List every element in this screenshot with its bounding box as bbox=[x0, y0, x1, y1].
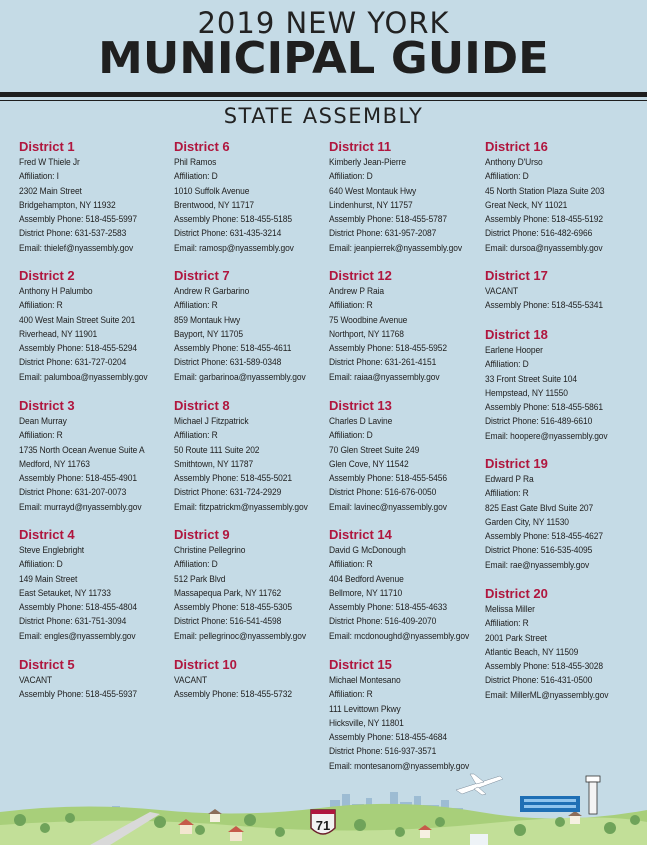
district-phone: District Phone: 516-535-4095 bbox=[485, 545, 593, 556]
member-email: Email: raiaa@nyassembly.gov bbox=[329, 371, 440, 382]
district-entry bbox=[19, 657, 179, 702]
district-phone: District Phone: 516-482-6966 bbox=[485, 228, 593, 239]
member-affiliation: Affiliation: R bbox=[174, 300, 218, 311]
member-name: Andrew P Raia bbox=[329, 286, 384, 296]
district-entry bbox=[329, 657, 489, 773]
member-email: Email: dursoa@nyassembly.gov bbox=[485, 242, 603, 253]
member-detail: East Setauket, NY 11733 bbox=[19, 587, 111, 598]
member-detail: Riverhead, NY 11901 bbox=[19, 328, 98, 339]
district-heading: District 7 bbox=[174, 268, 230, 283]
member-email: Email: MillerML@nyassembly.gov bbox=[485, 689, 609, 700]
assembly-phone: Assembly Phone: 518-455-5021 bbox=[174, 473, 292, 484]
district-entry bbox=[174, 527, 334, 643]
district-phone: District Phone: 631-261-4151 bbox=[329, 357, 437, 368]
member-email: Email: mcdonoughd@nyassembly.gov bbox=[329, 630, 470, 641]
member-detail: Hempstead, NY 11550 bbox=[485, 387, 568, 398]
member-name: Andrew R Garbarino bbox=[174, 286, 250, 296]
district-heading: District 10 bbox=[174, 657, 237, 672]
main-title: MUNICIPAL GUIDE bbox=[98, 33, 549, 84]
assembly-phone: Assembly Phone: 518-455-4901 bbox=[19, 473, 137, 484]
member-detail: 859 Montauk Hwy bbox=[174, 314, 241, 325]
member-detail: 111 Levittown Pkwy bbox=[329, 703, 401, 714]
member-detail: 825 East Gate Blvd Suite 207 bbox=[485, 502, 594, 513]
member-email: Email: rae@nyassembly.gov bbox=[485, 559, 590, 570]
district-heading: District 19 bbox=[485, 456, 548, 471]
member-affiliation: Affiliation: D bbox=[174, 559, 218, 570]
district-entry bbox=[485, 139, 645, 255]
member-affiliation: Affiliation: R bbox=[19, 430, 63, 441]
assembly-phone: Assembly Phone: 518-455-4684 bbox=[329, 732, 447, 743]
member-name: Christine Pellegrino bbox=[174, 545, 246, 555]
member-detail: 1010 Suffolk Avenue bbox=[174, 185, 250, 196]
member-detail: Massapequa Park, NY 11762 bbox=[174, 587, 282, 598]
assembly-phone: Assembly Phone: 518-455-5787 bbox=[329, 214, 447, 225]
member-email: Email: palumboa@nyassembly.gov bbox=[19, 371, 148, 382]
member-email: Email: engles@nyassembly.gov bbox=[19, 630, 136, 641]
member-detail: Hicksville, NY 11801 bbox=[329, 717, 404, 728]
district-heading: District 13 bbox=[329, 398, 392, 413]
member-name: Michael J Fitzpatrick bbox=[174, 416, 249, 426]
section-title: STATE ASSEMBLY bbox=[223, 104, 424, 128]
member-detail: Bridgehampton, NY 11932 bbox=[19, 199, 116, 210]
member-affiliation: Affiliation: D bbox=[485, 171, 529, 182]
district-phone: District Phone: 631-435-3214 bbox=[174, 228, 282, 239]
district-heading: District 9 bbox=[174, 527, 230, 542]
member-detail: 45 North Station Plaza Suite 203 bbox=[485, 185, 605, 196]
assembly-phone: Assembly Phone: 518-455-5997 bbox=[19, 214, 137, 225]
member-affiliation: Affiliation: R bbox=[485, 618, 529, 629]
member-affiliation: Affiliation: D bbox=[485, 359, 529, 370]
member-detail: 70 Glen Street Suite 249 bbox=[329, 444, 420, 455]
assembly-phone: Assembly Phone: 518-455-5937 bbox=[19, 689, 137, 700]
district-entry bbox=[485, 268, 645, 313]
member-name: VACANT bbox=[174, 675, 208, 685]
member-name: Phil Ramos bbox=[174, 157, 217, 167]
district-entry bbox=[174, 657, 334, 702]
member-affiliation: Affiliation: R bbox=[329, 300, 373, 311]
district-heading: District 18 bbox=[485, 327, 548, 342]
member-email: Email: hoopere@nyassembly.gov bbox=[485, 430, 608, 441]
member-affiliation: Affiliation: R bbox=[19, 300, 63, 311]
member-name: VACANT bbox=[485, 286, 519, 296]
assembly-phone: Assembly Phone: 518-455-4611 bbox=[174, 343, 292, 354]
assembly-phone: Assembly Phone: 518-455-5732 bbox=[174, 689, 292, 700]
district-phone: District Phone: 516-431-0500 bbox=[485, 675, 593, 686]
member-affiliation: Affiliation: R bbox=[485, 488, 529, 499]
district-entry bbox=[174, 268, 334, 384]
member-email: Email: murrayd@nyassembly.gov bbox=[19, 501, 142, 512]
member-affiliation: Affiliation: D bbox=[174, 171, 218, 182]
district-heading: District 6 bbox=[174, 139, 230, 154]
member-name: Kimberly Jean-Pierre bbox=[329, 157, 406, 167]
member-detail: Brentwood, NY 11717 bbox=[174, 199, 255, 210]
district-entry bbox=[19, 527, 179, 643]
member-detail: 404 Bedford Avenue bbox=[329, 573, 404, 584]
member-detail: Medford, NY 11763 bbox=[19, 458, 90, 469]
member-detail: 33 Front Street Suite 104 bbox=[485, 373, 577, 384]
member-email: Email: thielef@nyassembly.gov bbox=[19, 242, 134, 253]
district-heading: District 3 bbox=[19, 398, 75, 413]
member-name: Fred W Thiele Jr bbox=[19, 157, 80, 167]
member-detail: Great Neck, NY 11021 bbox=[485, 199, 568, 210]
district-phone: District Phone: 516-409-2070 bbox=[329, 616, 437, 627]
assembly-phone: Assembly Phone: 518-455-5456 bbox=[329, 473, 447, 484]
member-name: Charles D Lavine bbox=[329, 416, 393, 426]
assembly-phone: Assembly Phone: 518-455-5185 bbox=[174, 214, 292, 225]
district-phone: District Phone: 631-724-2929 bbox=[174, 487, 282, 498]
district-entry bbox=[485, 327, 645, 443]
assembly-phone: Assembly Phone: 518-455-5952 bbox=[329, 343, 447, 354]
member-email: Email: ramosp@nyassembly.gov bbox=[174, 242, 294, 253]
district-phone: District Phone: 631-751-3094 bbox=[19, 616, 127, 627]
assembly-phone: Assembly Phone: 518-455-5861 bbox=[485, 402, 603, 413]
district-heading: District 8 bbox=[174, 398, 230, 413]
district-phone: District Phone: 631-207-0073 bbox=[19, 487, 127, 498]
member-name: Steve Englebright bbox=[19, 545, 85, 555]
member-name: Dean Murray bbox=[19, 416, 67, 426]
district-phone: District Phone: 516-937-3571 bbox=[329, 746, 437, 757]
assembly-phone: Assembly Phone: 518-455-5192 bbox=[485, 214, 603, 225]
district-phone: District Phone: 631-589-0348 bbox=[174, 357, 282, 368]
member-detail: 149 Main Street bbox=[19, 573, 78, 584]
district-entry bbox=[19, 268, 179, 384]
member-email: Email: lavinec@nyassembly.gov bbox=[329, 501, 447, 512]
member-email: Email: jeanpierrek@nyassembly.gov bbox=[329, 242, 462, 253]
airport-terminal bbox=[520, 796, 580, 812]
district-entry bbox=[19, 139, 179, 255]
member-affiliation: Affiliation: D bbox=[19, 559, 63, 570]
member-email: Email: montesanom@nyassembly.gov bbox=[329, 760, 470, 771]
member-name: Michael Montesano bbox=[329, 675, 401, 685]
member-name: David G McDonough bbox=[329, 545, 406, 555]
district-entry bbox=[329, 398, 489, 514]
district-entry bbox=[329, 527, 489, 643]
district-heading: District 1 bbox=[19, 139, 75, 154]
airplane bbox=[456, 774, 503, 795]
district-phone: District Phone: 631-727-0204 bbox=[19, 357, 127, 368]
member-detail: 2001 Park Street bbox=[485, 632, 547, 643]
route-shield bbox=[311, 810, 335, 834]
route-shield-number: 71 bbox=[315, 818, 331, 833]
town-illustration bbox=[0, 770, 647, 845]
member-detail: Smithtown, NY 11787 bbox=[174, 458, 254, 469]
district-heading: District 14 bbox=[329, 527, 392, 542]
member-detail: 640 West Montauk Hwy bbox=[329, 185, 417, 196]
member-affiliation: Affiliation: D bbox=[329, 171, 373, 182]
district-heading: District 16 bbox=[485, 139, 548, 154]
member-detail: Garden City, NY 11530 bbox=[485, 516, 569, 527]
district-phone: District Phone: 516-489-6610 bbox=[485, 416, 593, 427]
assembly-phone: Assembly Phone: 518-455-5341 bbox=[485, 300, 603, 311]
control-tower bbox=[586, 776, 600, 814]
member-detail: 2302 Main Street bbox=[19, 185, 82, 196]
district-heading: District 4 bbox=[19, 527, 75, 542]
header-rule-thin bbox=[0, 100, 647, 101]
member-detail: 512 Park Blvd bbox=[174, 573, 226, 584]
member-email: Email: garbarinoa@nyassembly.gov bbox=[174, 371, 306, 382]
member-affiliation: Affiliation: R bbox=[329, 559, 373, 570]
member-affiliation: Affiliation: R bbox=[329, 689, 373, 700]
district-heading: District 12 bbox=[329, 268, 392, 283]
district-entry bbox=[174, 398, 334, 514]
member-affiliation: Affiliation: I bbox=[19, 171, 59, 182]
member-detail: Bayport, NY 11705 bbox=[174, 328, 243, 339]
district-heading: District 15 bbox=[329, 657, 392, 672]
member-name: Anthony D'Urso bbox=[485, 157, 543, 167]
district-heading: District 2 bbox=[19, 268, 75, 283]
member-name: Anthony H Palumbo bbox=[19, 286, 93, 296]
district-phone: District Phone: 631-957-2087 bbox=[329, 228, 437, 239]
member-detail: Glen Cove, NY 11542 bbox=[329, 458, 409, 469]
district-entry bbox=[174, 139, 334, 255]
member-affiliation: Affiliation: R bbox=[174, 430, 218, 441]
member-detail: 400 West Main Street Suite 201 bbox=[19, 314, 136, 325]
assembly-phone: Assembly Phone: 518-455-4627 bbox=[485, 531, 603, 542]
member-detail: Lindenhurst, NY 11757 bbox=[329, 199, 413, 210]
assembly-phone: Assembly Phone: 518-455-4633 bbox=[329, 602, 447, 613]
district-heading: District 5 bbox=[19, 657, 75, 672]
district-heading: District 11 bbox=[329, 139, 392, 154]
member-affiliation: Affiliation: D bbox=[329, 430, 373, 441]
district-phone: District Phone: 631-537-2583 bbox=[19, 228, 127, 239]
assembly-phone: Assembly Phone: 518-455-4804 bbox=[19, 602, 137, 613]
member-email: Email: fitzpatrickm@nyassembly.gov bbox=[174, 501, 308, 512]
district-entry bbox=[485, 456, 645, 572]
member-detail: 1735 North Ocean Avenue Suite A bbox=[19, 444, 145, 455]
district-entry bbox=[19, 398, 179, 514]
district-entry bbox=[329, 268, 489, 384]
header-rule-thick bbox=[0, 92, 647, 97]
member-name: Melissa Miller bbox=[485, 604, 535, 614]
assembly-phone: Assembly Phone: 518-455-5305 bbox=[174, 602, 292, 613]
year-title: 2019 NEW YORK bbox=[197, 6, 450, 40]
member-detail: 50 Route 111 Suite 202 bbox=[174, 444, 260, 455]
district-phone: District Phone: 516-676-0050 bbox=[329, 487, 437, 498]
member-detail: 75 Woodbine Avenue bbox=[329, 314, 408, 325]
district-heading: District 20 bbox=[485, 586, 548, 601]
assembly-phone: Assembly Phone: 518-455-5294 bbox=[19, 343, 137, 354]
member-email: Email: pellegrinoc@nyassembly.gov bbox=[174, 630, 307, 641]
member-name: Earlene Hooper bbox=[485, 345, 543, 355]
assembly-phone: Assembly Phone: 518-455-3028 bbox=[485, 661, 603, 672]
district-entry bbox=[329, 139, 489, 255]
district-phone: District Phone: 516-541-4598 bbox=[174, 616, 282, 627]
district-heading: District 17 bbox=[485, 268, 548, 283]
member-name: VACANT bbox=[19, 675, 53, 685]
district-entry bbox=[485, 586, 645, 702]
member-name: Edward P Ra bbox=[485, 474, 534, 484]
member-detail: Atlantic Beach, NY 11509 bbox=[485, 646, 579, 657]
member-detail: Bellmore, NY 11710 bbox=[329, 587, 403, 598]
member-detail: Northport, NY 11768 bbox=[329, 328, 404, 339]
